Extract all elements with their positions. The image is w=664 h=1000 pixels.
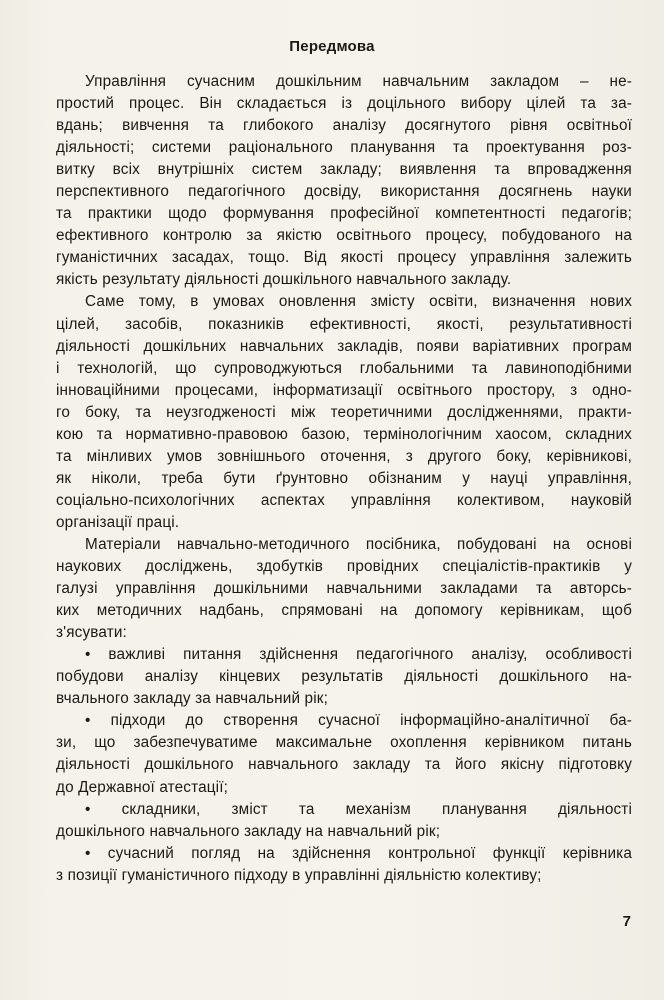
text-line: вдань; вивчення та глибокого аналізу досягнутого рівня освітньої xyxy=(56,117,632,135)
text-line: ких методичних надбань, спрямовані на допомогу керівникам, щоб xyxy=(56,602,632,620)
text-line: • важливі питання здійснення педагогічного аналізу, особливості xyxy=(85,646,632,664)
bullet-item xyxy=(56,843,632,887)
text-line: кою та нормативно-правовою базою, термінологічним хаосом, складних xyxy=(56,425,632,443)
text-line: простий процес. Він складається із доцільного вибору цілей та за- xyxy=(56,95,632,113)
text-line: діяльності; системи раціонального планування та проектування роз- xyxy=(56,139,632,157)
text-line: наукових досліджень, здобутків провідних спеціалістів-практиків у xyxy=(56,558,632,576)
text-line: го боку, та неузгодженості між теоретичними дослідженнями, практи- xyxy=(56,403,632,421)
text-line: Саме тому, в умовах оновлення змісту освіти, визначення нових xyxy=(85,293,632,311)
text-line: • підходи до створення сучасної інформаційно-аналітичної ба- xyxy=(85,712,632,730)
text-line: діяльності дошкільного навчального закладу та його якісну підготовку xyxy=(56,756,632,774)
text-line: та практики щодо формування професійної компетентності педагогів; xyxy=(56,205,632,223)
text-line: якість результату діяльності дошкільного навчального закладу. xyxy=(56,271,512,289)
paragraph xyxy=(56,291,632,534)
text-line: до Державної атестації; xyxy=(56,778,228,796)
paragraph xyxy=(56,534,632,644)
text-line: дошкільного навчального закладу на навчальний рік; xyxy=(56,822,441,840)
text-line: Матеріали навчально-методичного посібника, побудовані на основі xyxy=(85,535,632,553)
body-text xyxy=(56,71,632,887)
text-line: • сучасний погляд на здійснення контрольної функції керівника xyxy=(85,844,632,862)
text-line: • складники, зміст та механізм планування діяльності xyxy=(85,800,632,818)
text-line: і технологій, що супроводжуються глобальними та лавиноподібними xyxy=(56,359,632,377)
bullet-item xyxy=(56,799,632,843)
text-line: перспективного педагогічного досвіду, використання досягнень науки xyxy=(56,183,632,201)
text-line: організації праці. xyxy=(56,513,180,531)
text-line: галузі управління дошкільними навчальними закладами та авторсь- xyxy=(56,580,632,598)
text-line: та мінливих умов зовнішнього оточення, з другого боку, керівникові, xyxy=(56,447,632,465)
text-line: витку всіх внутрішніх систем закладу; виявлення та впровадження xyxy=(56,161,632,179)
text-line: зи, що забезпечуватиме максимальне охоплення керівником питань xyxy=(56,734,632,752)
text-line: як ніколи, треба бути ґрунтовно обізнаним у науці управління, xyxy=(56,469,632,487)
text-line: соціально-психологічних аспектах управління колективом, науковій xyxy=(56,491,632,509)
text-line: вчального закладу за навчальний рік; xyxy=(56,690,328,708)
page-number: 7 xyxy=(622,913,631,930)
text-line: цілей, засобів, показників ефективності, якості, результативності xyxy=(56,315,632,333)
text-line: з позиції гуманістичного підходу в управлінні діяльністю колективу; xyxy=(56,866,542,884)
text-line: побудови аналізу кінцевих результатів діяльності дошкільного на- xyxy=(56,668,632,686)
text-line: ефективного контролю за якістю освітнього процесу, побудованого на xyxy=(56,227,632,245)
text-line: Управління сучасним дошкільним навчальним закладом – не- xyxy=(85,73,632,90)
bullet-item xyxy=(56,644,632,710)
paragraph xyxy=(56,71,632,291)
text-line: гуманістичних засадах, тощо. Від якості процесу управління залежить xyxy=(56,249,632,267)
bullet-item xyxy=(56,710,632,798)
page-title: Передмова xyxy=(289,38,375,55)
text-line: інноваційними процесами, інформатизації освітнього простору, з одно- xyxy=(56,381,632,399)
text-line: діяльності дошкільних навчальних закладів, появи варіативних програм xyxy=(56,337,632,355)
text-line: з'ясувати: xyxy=(56,624,127,642)
